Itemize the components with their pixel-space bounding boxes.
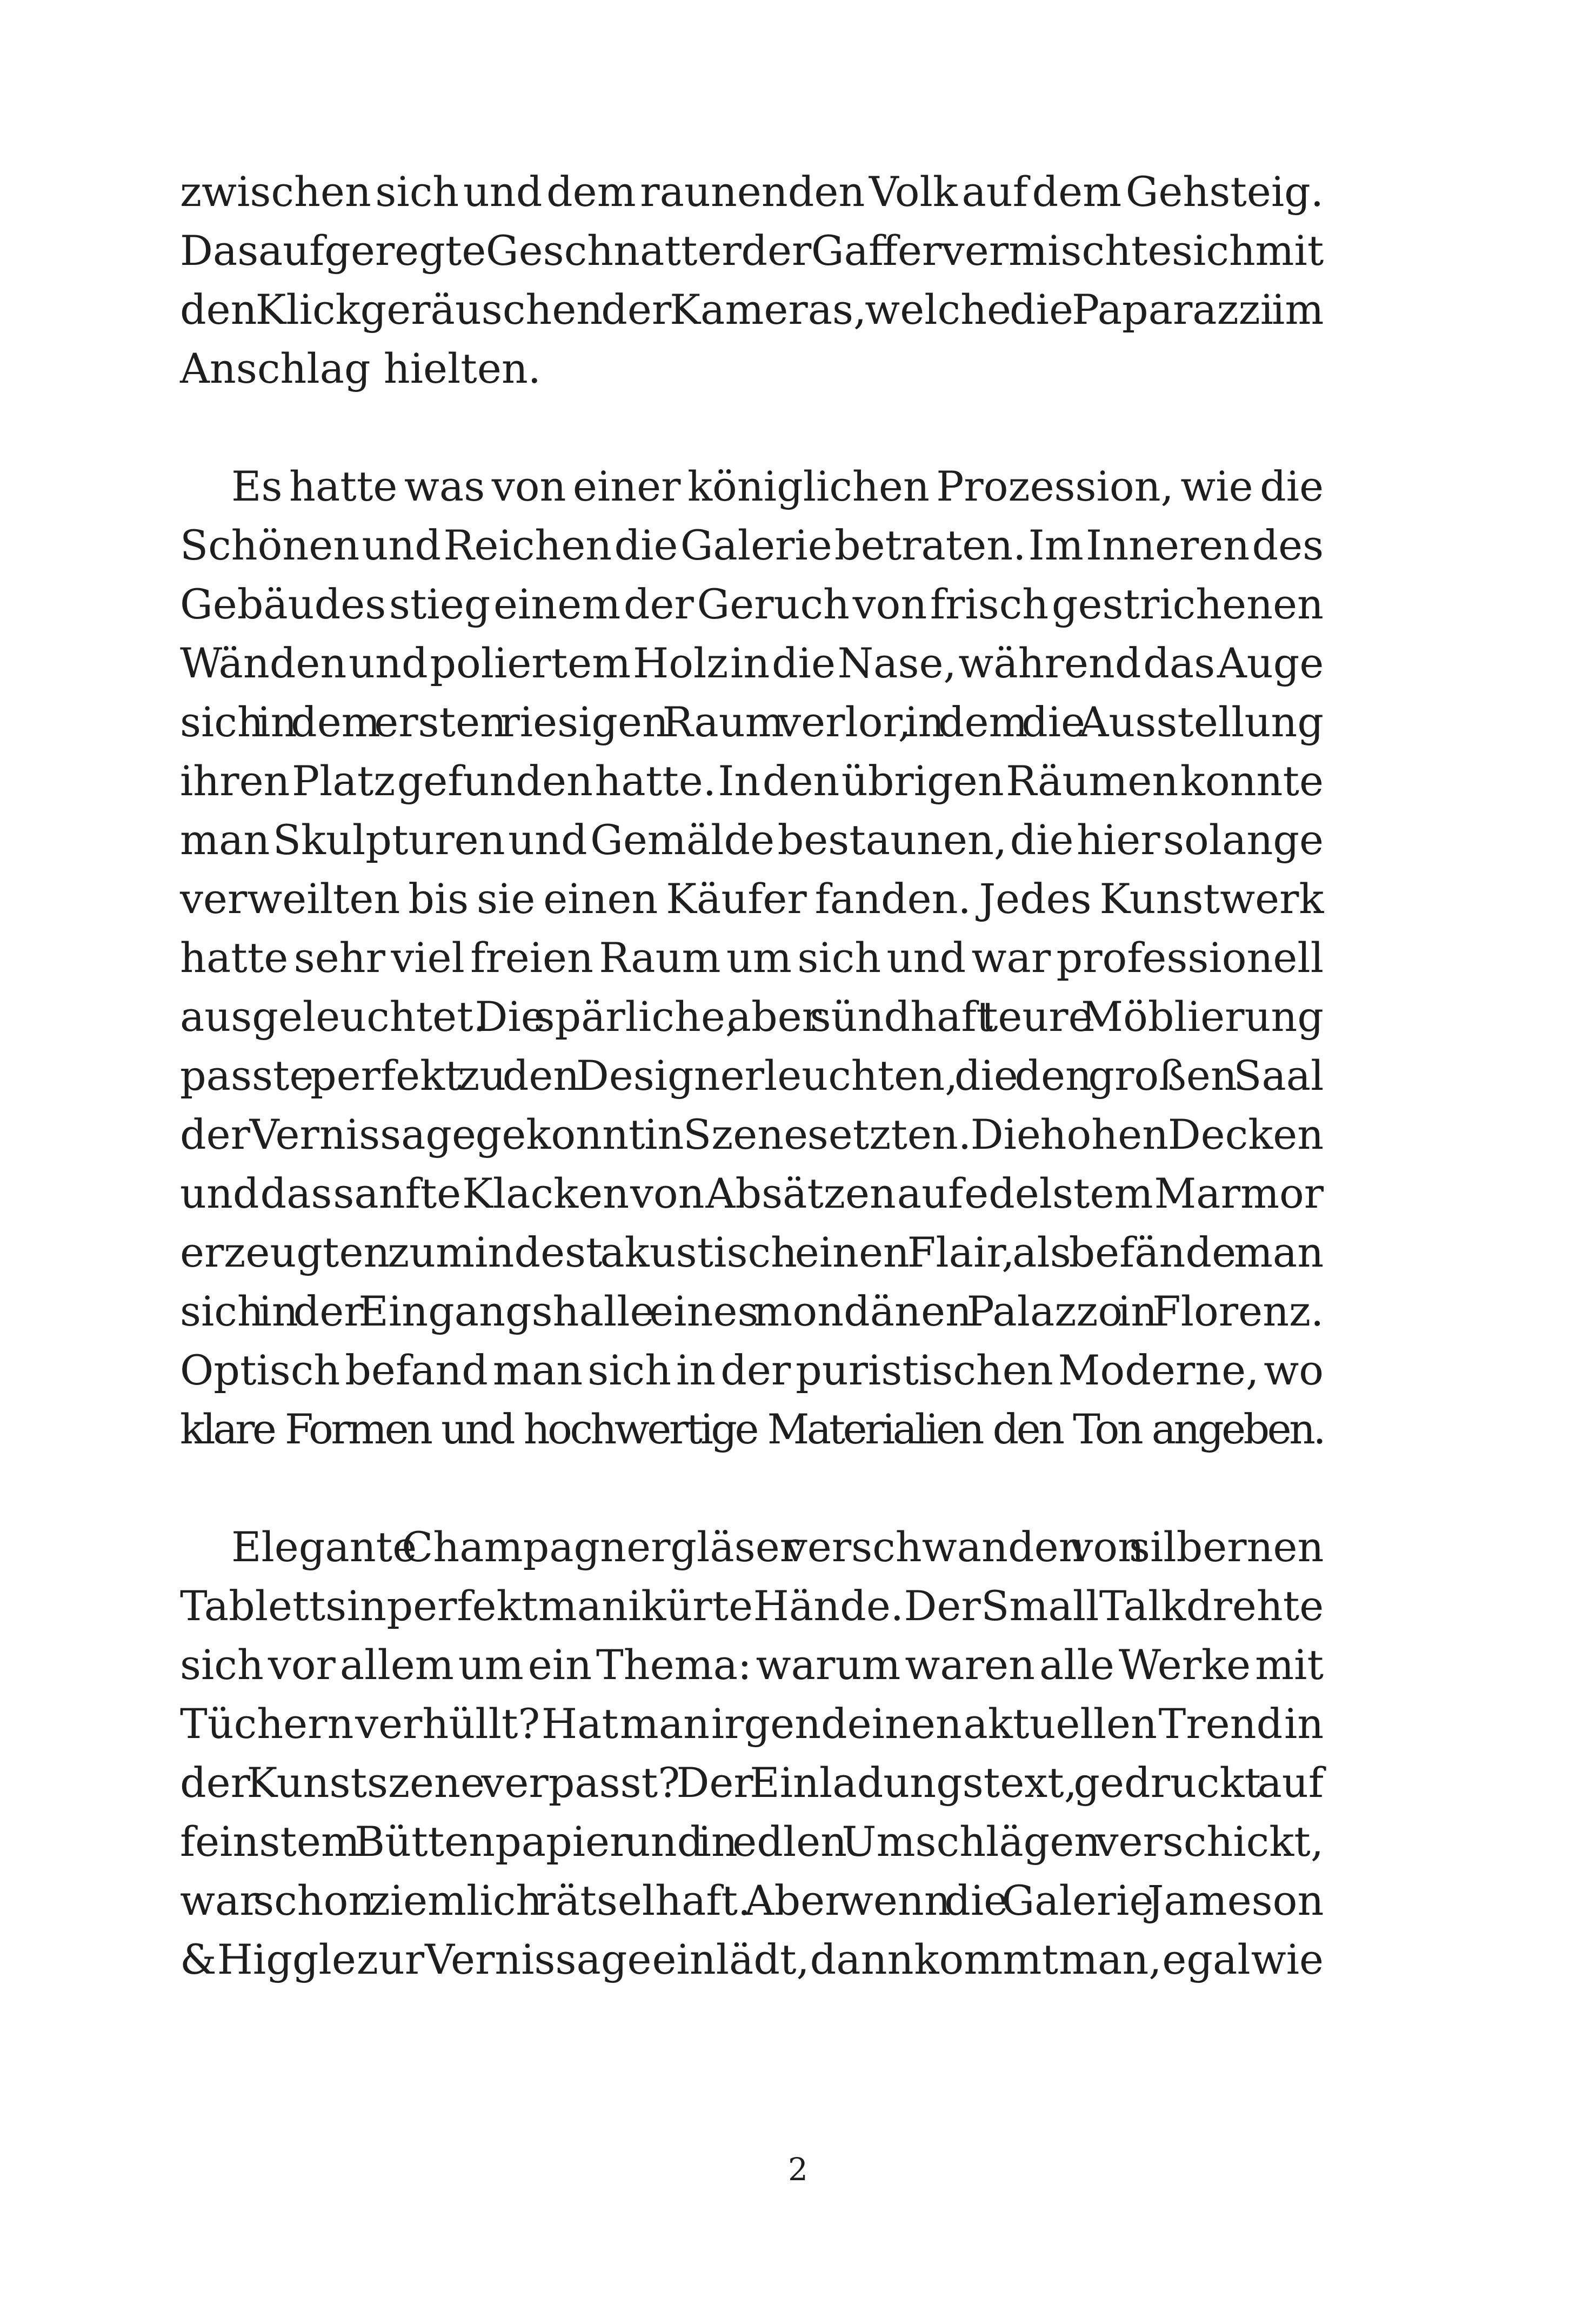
text-line: Gebäudes stieg einem der Geruch von frisch gestrichenen xyxy=(180,580,1324,628)
text-line: man Skulpturen und Gemälde bestaunen, die hier solange xyxy=(180,816,1324,864)
text-line: Elegante Champagnergläser verschwanden von silbernen xyxy=(231,1523,1324,1571)
text-line: Wänden und poliertem Holz in die Nase, während das Auge xyxy=(180,639,1324,687)
text-line: passte perfekt zu den Designerleuchten, die den großen Saal xyxy=(180,1051,1324,1100)
page-number: 2 xyxy=(788,2151,808,2188)
text-line: erzeugten zumindest akustisch einen Flair, als befände man xyxy=(180,1228,1324,1276)
text-line: & Higgle zur Vernissage einlädt, dann kommt man, egal wie xyxy=(180,1935,1324,1983)
text-line: verweilten bis sie einen Käufer fanden. Jedes Kunstwerk xyxy=(180,875,1324,923)
paragraph-2 xyxy=(180,457,1324,1459)
text-line: Anschlag hielten. xyxy=(180,344,541,392)
text-line: den Klickgeräuschen der Kameras, welche die Paparazzi im xyxy=(180,285,1324,334)
paragraph-3 xyxy=(180,1517,1324,1989)
text-line: Es hatte was von einer königlichen Prozession, wie die xyxy=(231,462,1324,510)
body-text xyxy=(180,162,1324,1989)
text-line: feinstem Büttenpapier und in edlen Umschlägen verschickt, xyxy=(180,1817,1324,1866)
paragraph-1 xyxy=(180,162,1324,398)
text-line: sich in dem ersten riesigen Raum verlor, in dem die Ausstellung xyxy=(180,698,1324,746)
text-line: ausgeleuchtet. Die spärliche, aber sündhaft teure Möblierung xyxy=(180,993,1324,1041)
text-line: sich vor allem um ein Thema: warum waren alle Werke mit xyxy=(180,1641,1324,1689)
text-line: und das sanfte Klacken von Absätzen auf edelstem Marmor xyxy=(180,1169,1324,1217)
text-line: zwischen sich und dem raunenden Volk auf dem Gehsteig. xyxy=(180,168,1324,216)
text-line: war schon ziemlich rätselhaft. Aber wenn die Galerie Jameson xyxy=(180,1876,1324,1925)
text-line: ihren Platz gefunden hatte. In den übrigen Räumen konnte xyxy=(180,757,1324,805)
text-line: klare Formen und hochwertige Materialien den Ton angeben. xyxy=(180,1405,1324,1453)
text-line: sich in der Eingangshalle eines mondänen Palazzo in Florenz. xyxy=(180,1287,1324,1335)
text-line: der Vernissage gekonnt in Szene setzten. Die hohen Decken xyxy=(180,1110,1324,1158)
text-line: Das aufgeregte Geschnatter der Gaffer vermischte sich mit xyxy=(180,227,1324,275)
text-line: Optisch befand man sich in der puristischen Moderne, wo xyxy=(180,1346,1324,1394)
text-line: Tabletts in perfekt manikürte Hände. Der Small Talk drehte xyxy=(180,1582,1324,1630)
text-line: hatte sehr viel freien Raum um sich und war professionell xyxy=(180,934,1324,982)
text-line: der Kunstszene verpasst? Der Einladungstext, gedruckt auf xyxy=(180,1759,1324,1807)
text-line: Schönen und Reichen die Galerie betraten. Im Inneren des xyxy=(180,521,1324,569)
text-line: Tüchern verhüllt? Hat man irgendeinen aktuellen Trend in xyxy=(180,1700,1324,1748)
